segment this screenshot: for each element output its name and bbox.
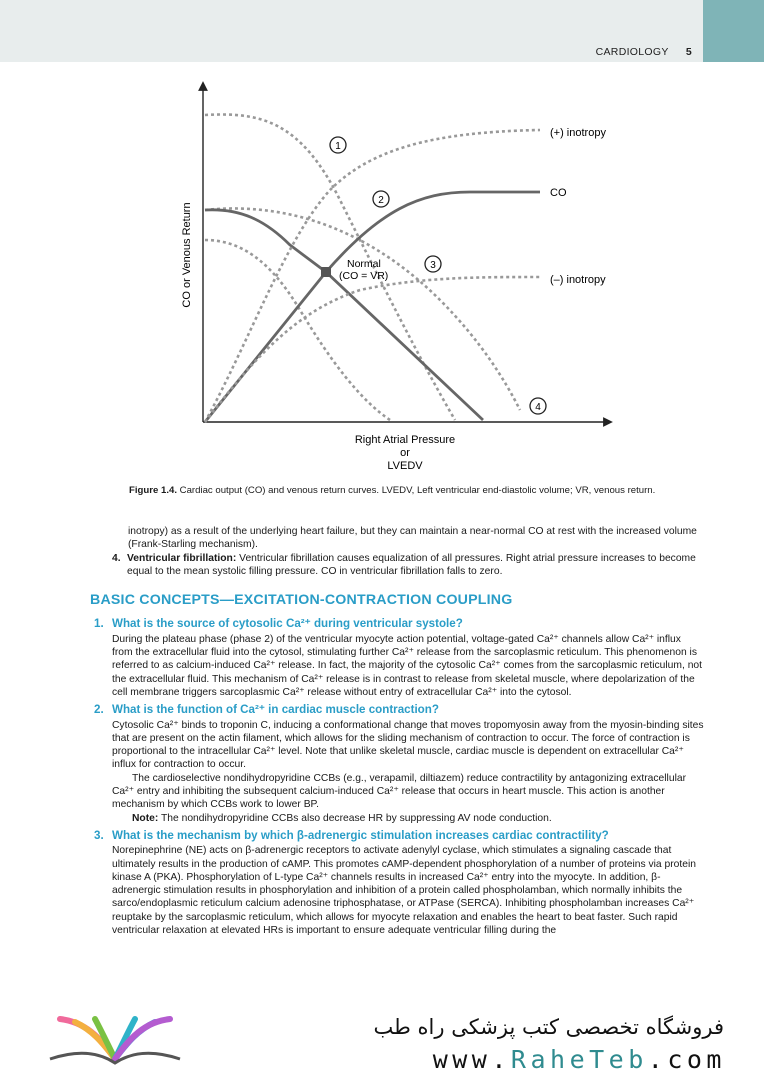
x-axis-label-1: Right Atrial Pressure xyxy=(354,434,456,446)
question-3-title: What is the mechanism by which β-adrenergic stimulation increases cardiac contractility? xyxy=(112,828,609,842)
note-label: Note: xyxy=(132,812,159,824)
label-normal-eq: (CO = VR) xyxy=(339,270,389,282)
co-curve-neg-inotropy xyxy=(205,277,540,422)
figure-caption-label: Figure 1.4. xyxy=(129,485,177,496)
label-co: CO xyxy=(550,187,567,199)
label-neg-inotropy: (–) inotropy xyxy=(550,274,606,286)
marker-2 xyxy=(373,191,389,207)
figure-caption-text: Cardiac output (CO) and venous return curves. LVEDV, Left ventricular end-diastolic volume; VR, venous return. xyxy=(179,485,656,496)
y-axis-label: CO or Venous Return xyxy=(181,202,193,308)
co-curve-normal xyxy=(205,192,540,422)
svg-text:4: 4 xyxy=(535,402,541,413)
question-2-title: What is the function of Ca²⁺ in cardiac muscle contraction? xyxy=(112,703,439,717)
question-3-answer: Norepinephrine (NE) acts on β-adrenergic receptors to activate adenylyl cyclase, which stimulates a signaling cascade that ultimately results in the production of cAMP. This promotes cAMP-dependent phosphorylation of a number of proteins via protein kinase A (PKA). Phosphorylation of L-type Ca²⁺ channels results in increased Ca²⁺ entry into the myocyte. In addition, β-adrenergic stimulation results in phosphorylation and inhibition of a protein called phospholamban, which normally inhibits the sarco/endoplasmic reticulum calcium adenosine triphosphatase, or ATPase (SERCA). Inhibiting phospholamban increases Ca²⁺ reuptake by the sarcoplasmic reticulum, which allows for myocyte relaxation and enables the heart to beat faster. Such rapid ventricular relaxation at elevated HRs is important to ensure adequate ventricular filling during the xyxy=(112,845,696,937)
svg-text:2: 2 xyxy=(378,195,384,206)
question-1-title: What is the source of cytosolic Ca²⁺ during ventricular systole? xyxy=(112,617,463,631)
vr-curve-normal xyxy=(205,210,483,420)
normal-point xyxy=(321,267,331,277)
marker-4 xyxy=(530,398,546,414)
question-1-answer: During the plateau phase (phase 2) of the ventricular myocyte action potential, voltage-gated Ca²⁺ channels allow Ca²⁺ influx from the extracellular fluid into the cytosol, stimulating further Ca²⁺ release from the sarcoplasmic reticulum. This phenomenon is referred to as calcium-induced Ca²⁺ release. In fact, the majority of the cytosolic Ca²⁺ comes from the sarcoplasmic reticulum, not the extracellular fluid. This mechanism of Ca²⁺ release is in contrast to release from skeletal muscle, where depolarization of the cell membrane triggers sarcoplasmic Ca²⁺ release without entry of extracellular Ca²⁺ into the cytosol. xyxy=(112,633,703,698)
note-text: The nondihydropyridine CCBs also decrease HR by suppressing AV node conduction. xyxy=(158,812,552,824)
question-3 xyxy=(94,829,704,937)
question-2-answer: Cytosolic Ca²⁺ binds to troponin C, inducing a conformational change that moves tropomyosin away from the myosin-binding sites that are present on the actin filament, which allows for the sliding mechanism of contraction to occur. The force of contraction is proportional to the intracellular Ca²⁺ level. Note that unlike skeletal muscle, cardiac muscle is dependent on extracellular Ca²⁺ influx for contraction to occur. xyxy=(112,719,704,771)
page-number: 5 xyxy=(685,46,692,58)
store-url: www.RaheTeb.com xyxy=(432,1045,726,1074)
question-2-number: 2. xyxy=(94,703,104,717)
label-normal: Normal xyxy=(347,258,381,270)
x-axis-label-3: LVEDV xyxy=(387,460,423,472)
book-logo-icon xyxy=(40,997,190,1077)
continuation-paragraph: inotropy) as a result of the underlying heart failure, but they can maintain a near-normal CO at rest with the increased volume (Frank-Starling mechanism). xyxy=(128,526,697,551)
question-2-note xyxy=(112,812,704,825)
marker-3 xyxy=(425,256,441,272)
marker-1 xyxy=(330,137,346,153)
figure-caption xyxy=(129,485,689,497)
question-1 xyxy=(94,617,704,699)
page-body xyxy=(88,525,704,941)
question-1-number: 1. xyxy=(94,617,104,631)
section-heading: BASIC CONCEPTS—EXCITATION-CONTRACTION COUPLING xyxy=(90,592,513,609)
list-item-4-title: Ventricular fibrillation: xyxy=(127,552,237,564)
x-axis-label-2: or xyxy=(400,447,410,459)
list-item-4-number: 4. xyxy=(112,552,121,564)
watermark-banner xyxy=(0,995,764,1080)
svg-text:1: 1 xyxy=(335,141,341,152)
store-name: فروشگاه تخصصی کتب پزشکی راه طب xyxy=(373,1015,724,1039)
chapter-tab xyxy=(703,0,764,62)
section-name: CARDIOLOGY xyxy=(595,46,669,58)
question-2-answer-2: The cardioselective nondihydropyridine CCBs (e.g., verapamil, diltiazem) reduce contractility by antagonizing extracellular Ca²⁺ entry and inhibiting the subsequent calcium-induced Ca²⁺ release that occurs in heart muscle. This action is another mechanism by which CCBs work to lower BP. xyxy=(112,772,687,811)
question-2 xyxy=(94,703,704,825)
question-3-number: 3. xyxy=(94,828,104,842)
label-pos-inotropy: (+) inotropy xyxy=(550,127,606,139)
list-item-4-text: Ventricular fibrillation causes equalization of all pressures. Right atrial pressure increases to become equal to the mean systolic filling pressure. CO in ventricular fibrillation falls to zero. xyxy=(127,552,696,577)
svg-text:3: 3 xyxy=(430,260,436,271)
running-head xyxy=(596,46,692,58)
vr-curve-right xyxy=(205,208,520,410)
list-item-4 xyxy=(112,552,704,579)
cardiac-output-figure xyxy=(0,60,764,480)
